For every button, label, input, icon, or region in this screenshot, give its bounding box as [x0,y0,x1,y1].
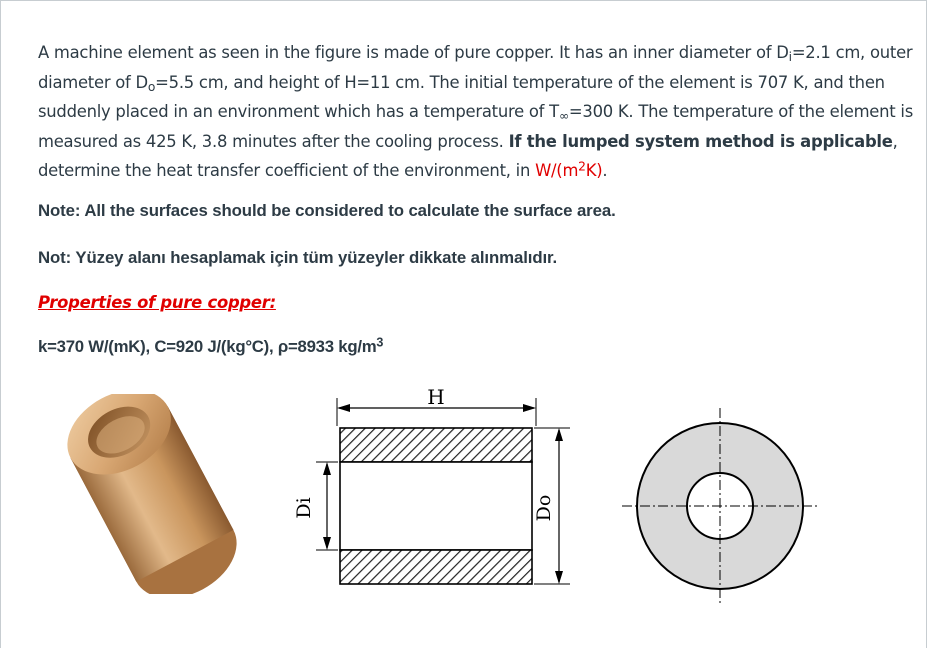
note-turkish: Not: Yüzey alanı hesaplamak için tüm yüzeyler dikkate alınmalıdır. [38,247,558,267]
problem-statement: A machine element as seen in the figure is made of pure copper. It has an inner diameter of $D_i=2.1$ cm, outer diameter of $D_o=5.5$ cm, and height of H=11 cm. The initial temperature of the element is 707 K, and then suddenly placed in an environment which has a temperature of $T_\infty=300$ K. The temperature of the element is measured as 425 K, 3.8 minutes after the cooling process. If the lumped system method is applicable, determine the heat transfer coefficient of the environment, in $W/(m^2K)$. [38,43,914,181]
copper-bushing-photo [42,394,262,594]
properties-values: k=370 W/(mK), C=920 J/(kg°C), ρ=8933 $kg/m^3$ [38,335,384,356]
end-view-drawing [620,404,830,614]
question-text [38,38,918,361]
figure-area [40,384,920,644]
label-Di: Di [293,497,315,519]
cross-section-drawing [270,384,590,602]
note-english: Note: All the surfaces should be considered to calculate the surface area. [38,200,616,220]
label-Do: Do [533,494,555,522]
properties-title: Properties of pure copper: [38,293,276,313]
label-H: H [427,385,445,409]
